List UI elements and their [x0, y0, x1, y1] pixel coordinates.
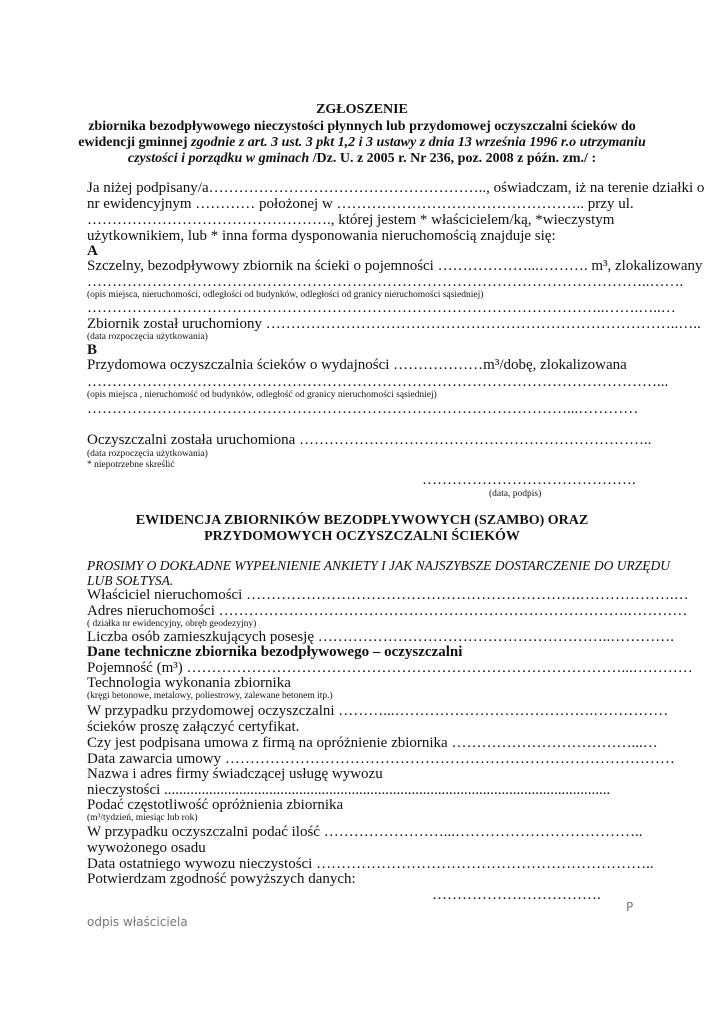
- declaration-line-3: …………………………………………., której jestem * właścicielem/ką, *wieczystym: [87, 212, 615, 228]
- last-collection-line: Data ostatniego wywozu nieczystości …………………………………………………………..: [87, 856, 654, 872]
- subtitle-line-3-bold: /Dz. U. z 2005 r. Nr 236, poz. 2008 z późn. zm./ :: [309, 151, 597, 166]
- certificate-line-2: ścieków proszę załączyć certyfikat.: [87, 719, 300, 735]
- subtitle-line-2-italic: zgodnie z art. 3 ust. 3 pkt 1,2 i 3 ustawy z dnia 13 września 1996 r.o utrzymaniu: [191, 135, 646, 150]
- confirmation-line: Potwierdzam zgodność powyższych danych:: [87, 871, 356, 887]
- section-b-line-1: Przydomowa oczyszczalnia ścieków o wydajności ………………m³/dobę, zlokalizowana: [87, 357, 627, 373]
- declaration-line-1: Ja niżej podpisany/a……………………………………………….., oświadczam, iż na terenie działki o: [87, 180, 705, 196]
- subtitle-line-3-italic: czystości i porządku w gminach: [127, 151, 310, 166]
- footer-owner-copy: odpis właściciela: [87, 915, 188, 929]
- certificate-line-1: W przypadku przydomowej oczyszczalni ………...………………………………….……………: [87, 703, 669, 719]
- subtitle-line-2-bold: ewidencji gminnej: [78, 135, 192, 150]
- section-a-letter: A: [87, 243, 98, 259]
- section-b-hint-2: (data rozpoczęcia użytkowania): [87, 449, 208, 459]
- signature-label: (data, podpis): [489, 489, 542, 499]
- section-a-line-2: …………………………………………………………………………………………………..…….: [87, 274, 684, 290]
- technology-label: Technologia wykonania zbiornika: [87, 675, 291, 691]
- section-a-hint-2: (data rozpoczęcia użytkowania): [87, 332, 208, 342]
- section-b-letter: B: [87, 342, 98, 358]
- register-note-line-1: PROSIMY O DOKŁADNE WYPEŁNIENIE ANKIETY I JAK NAJSZYBSZE DOSTARCZENIE DO URZĘDU: [87, 558, 671, 573]
- sludge-amount-line-2: wywożonego osadu: [87, 840, 206, 856]
- section-a-line-4: Zbiornik został uruchomiony ………………………………………………………………………..…..: [87, 316, 701, 332]
- page-mark: P: [626, 900, 634, 914]
- section-b-line-3: ……………………………………………………………………………………...…………: [87, 401, 639, 417]
- subtitle-line-3: [0, 151, 724, 167]
- confirmation-signature-dots: …………………………….: [432, 887, 601, 903]
- address-hint: ( działka nr ewidencyjny, obręb geodezyjny): [87, 619, 257, 629]
- company-line-2: nieczystości .......................................................................................................................: [87, 782, 611, 798]
- contract-date-line: Data zawarcia umowy ………………………………………………………………………………: [87, 751, 675, 767]
- capacity-line: Pojemność (m³) ……………………………………………………………………………...…………: [87, 660, 693, 676]
- section-b-hint-3: * niepotrzebne skreślić: [87, 460, 175, 470]
- subtitle-line-1: zbiornika bezodpływowego nieczystości płynnych lub przydomowej oczyszczalni ścieków do: [88, 119, 636, 134]
- document-title: ZGŁOSZENIE: [316, 102, 408, 117]
- technical-data-heading: Dane techniczne zbiornika bezodpływowego – oczyszczalni: [87, 644, 463, 660]
- section-b-hint-1: (opis miejsca , nieruchomość od budynków, odległość od granicy nieruchomości sąsiedniej): [87, 390, 437, 400]
- section-b-line-4: Oczyszczalni została uruchomiona ……………………………………………………………..: [87, 432, 652, 448]
- contract-line: Czy jest podpisana umowa z firmą na opróżnienie zbiornika ………………………………...…: [87, 735, 658, 751]
- section-a-hint-1: (opis miejsca, nieruchomości, odległości od budynków, odległości od granicy nieruchomości sąsiedniej): [87, 290, 484, 300]
- register-title-line-1: EWIDENCJA ZBIORNIKÓW BEZODPŁYWOWYCH (SZAMBO) ORAZ: [135, 513, 589, 528]
- section-a-line-3: …………………………………………………………………………………………..…….…..…: [87, 300, 676, 316]
- frequency-hint: (m³/tydzień, miesiąc lub rok): [87, 813, 198, 823]
- persons-line: Liczba osób zamieszkujących posesję …………………………………………………..………….: [87, 629, 674, 645]
- address-line: Adres nieruchomości ……………………………………………………………………….…………: [87, 603, 688, 619]
- subtitle-line-2: [0, 135, 724, 151]
- company-line-1: Nazwa i adres firmy świadczącej usługę wywozu: [87, 766, 383, 782]
- sludge-amount-line-1: W przypadku oczyszczalni podać ilość ……………………...………………………………..: [87, 824, 643, 840]
- frequency-label: Podać częstotliwość opróżnienia zbiornika: [87, 797, 344, 813]
- signature-dots: …………………………………….: [422, 472, 636, 488]
- register-title-line-2: PRZYDOMOWYCH OCZYSZCZALNI ŚCIEKÓW: [204, 529, 520, 544]
- register-note-line-2: LUB SOŁTYSA.: [87, 573, 174, 588]
- declaration-line-4: użytkownikiem, lub * inna forma dysponowania nieruchomością znajduje się:: [87, 228, 556, 244]
- declaration-line-2: nr ewidencyjnym ………… położonej w ………………………………………….. przy ul.: [87, 196, 634, 212]
- technology-hint: (kręgi betonowe, metalowy, poliestrowy, zalewane betonem itp.): [87, 691, 333, 701]
- owner-line: Właściciel nieruchomości ………………………………………………………….……………….…: [87, 587, 689, 603]
- section-a-line-1: Szczelny, bezodpływowy zbiornik na ścieki o pojemności ………………...………. m³, zlokalizowany: [87, 258, 703, 274]
- section-b-line-2: ……………………………………………………………………………………………………...: [87, 374, 669, 390]
